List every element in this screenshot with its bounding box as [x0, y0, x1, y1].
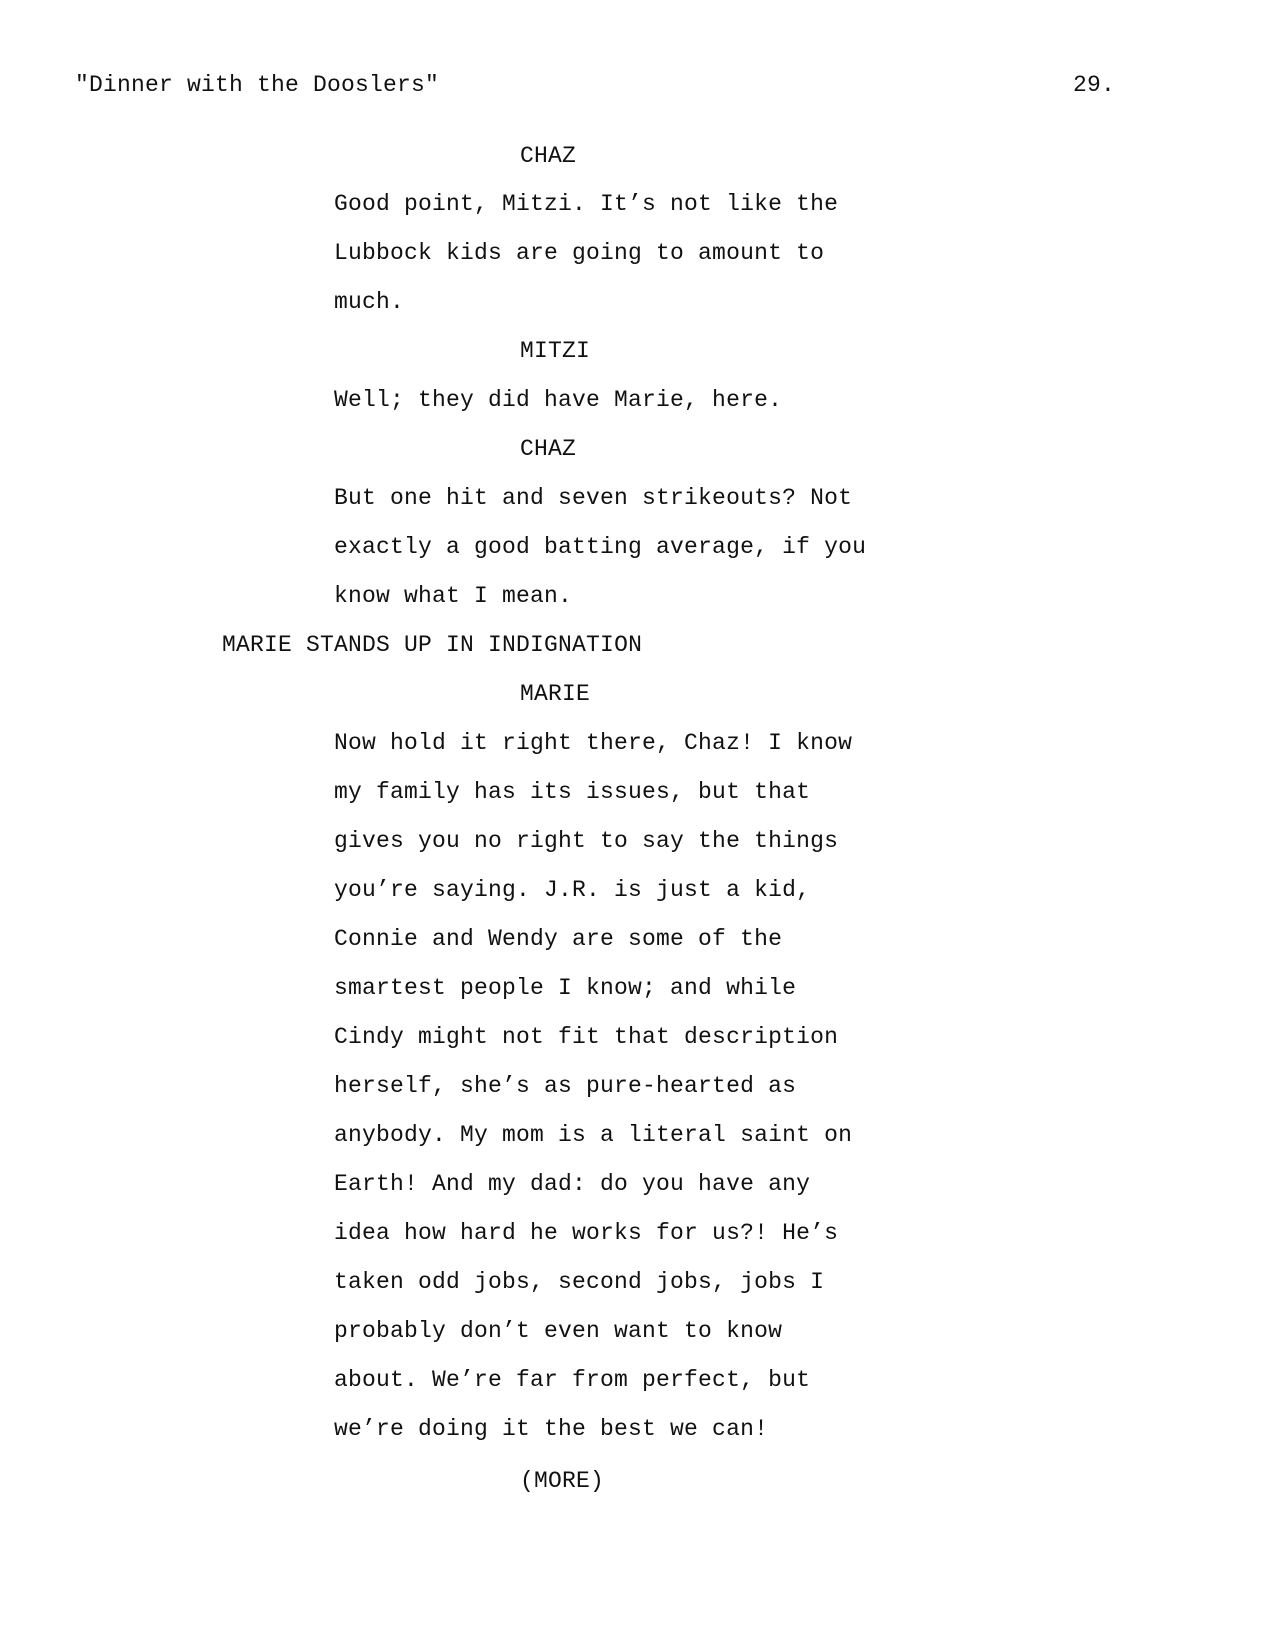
dialogue-line: Now hold it right there, Chaz! I know	[334, 730, 853, 756]
character-name: MARIE	[520, 681, 591, 707]
script-title: "Dinner with the Dooslers"	[75, 72, 440, 98]
page-number: 29.	[1073, 72, 1116, 98]
dialogue-line: know what I mean.	[334, 583, 573, 609]
dialogue-line: Connie and Wendy are some of the	[334, 926, 783, 952]
dialogue-line: herself, she’s as pure-hearted as	[334, 1073, 797, 1099]
dialogue-line: we’re doing it the best we can!	[334, 1416, 769, 1442]
dialogue-line: Good point, Mitzi. It’s not like the	[334, 191, 839, 217]
dialogue-line: taken odd jobs, second jobs, jobs I	[334, 1269, 825, 1295]
dialogue-line: smartest people I know; and while	[334, 975, 797, 1001]
character-name: MITZI	[520, 338, 591, 364]
dialogue-line: exactly a good batting average, if you	[334, 534, 867, 560]
dialogue-line: anybody. My mom is a literal saint on	[334, 1122, 853, 1148]
character-name: CHAZ	[520, 436, 577, 462]
dialogue-line: probably don’t even want to know	[334, 1318, 783, 1344]
character-name: CHAZ	[520, 143, 577, 169]
dialogue-line: idea how hard he works for us?! He’s	[334, 1220, 839, 1246]
more-continuation: (MORE)	[520, 1468, 605, 1494]
dialogue-line: Well; they did have Marie, here.	[334, 387, 783, 413]
dialogue-line: my family has its issues, but that	[334, 779, 811, 805]
dialogue-line: Cindy might not fit that description	[334, 1024, 839, 1050]
action-line: MARIE STANDS UP IN INDIGNATION	[222, 632, 643, 658]
dialogue-line: Earth! And my dad: do you have any	[334, 1171, 811, 1197]
dialogue-line: you’re saying. J.R. is just a kid,	[334, 877, 811, 903]
dialogue-line: But one hit and seven strikeouts? Not	[334, 485, 853, 511]
dialogue-line: Lubbock kids are going to amount to	[334, 240, 825, 266]
dialogue-line: gives you no right to say the things	[334, 828, 839, 854]
dialogue-line: about. We’re far from perfect, but	[334, 1367, 811, 1393]
dialogue-line: much.	[334, 289, 405, 315]
